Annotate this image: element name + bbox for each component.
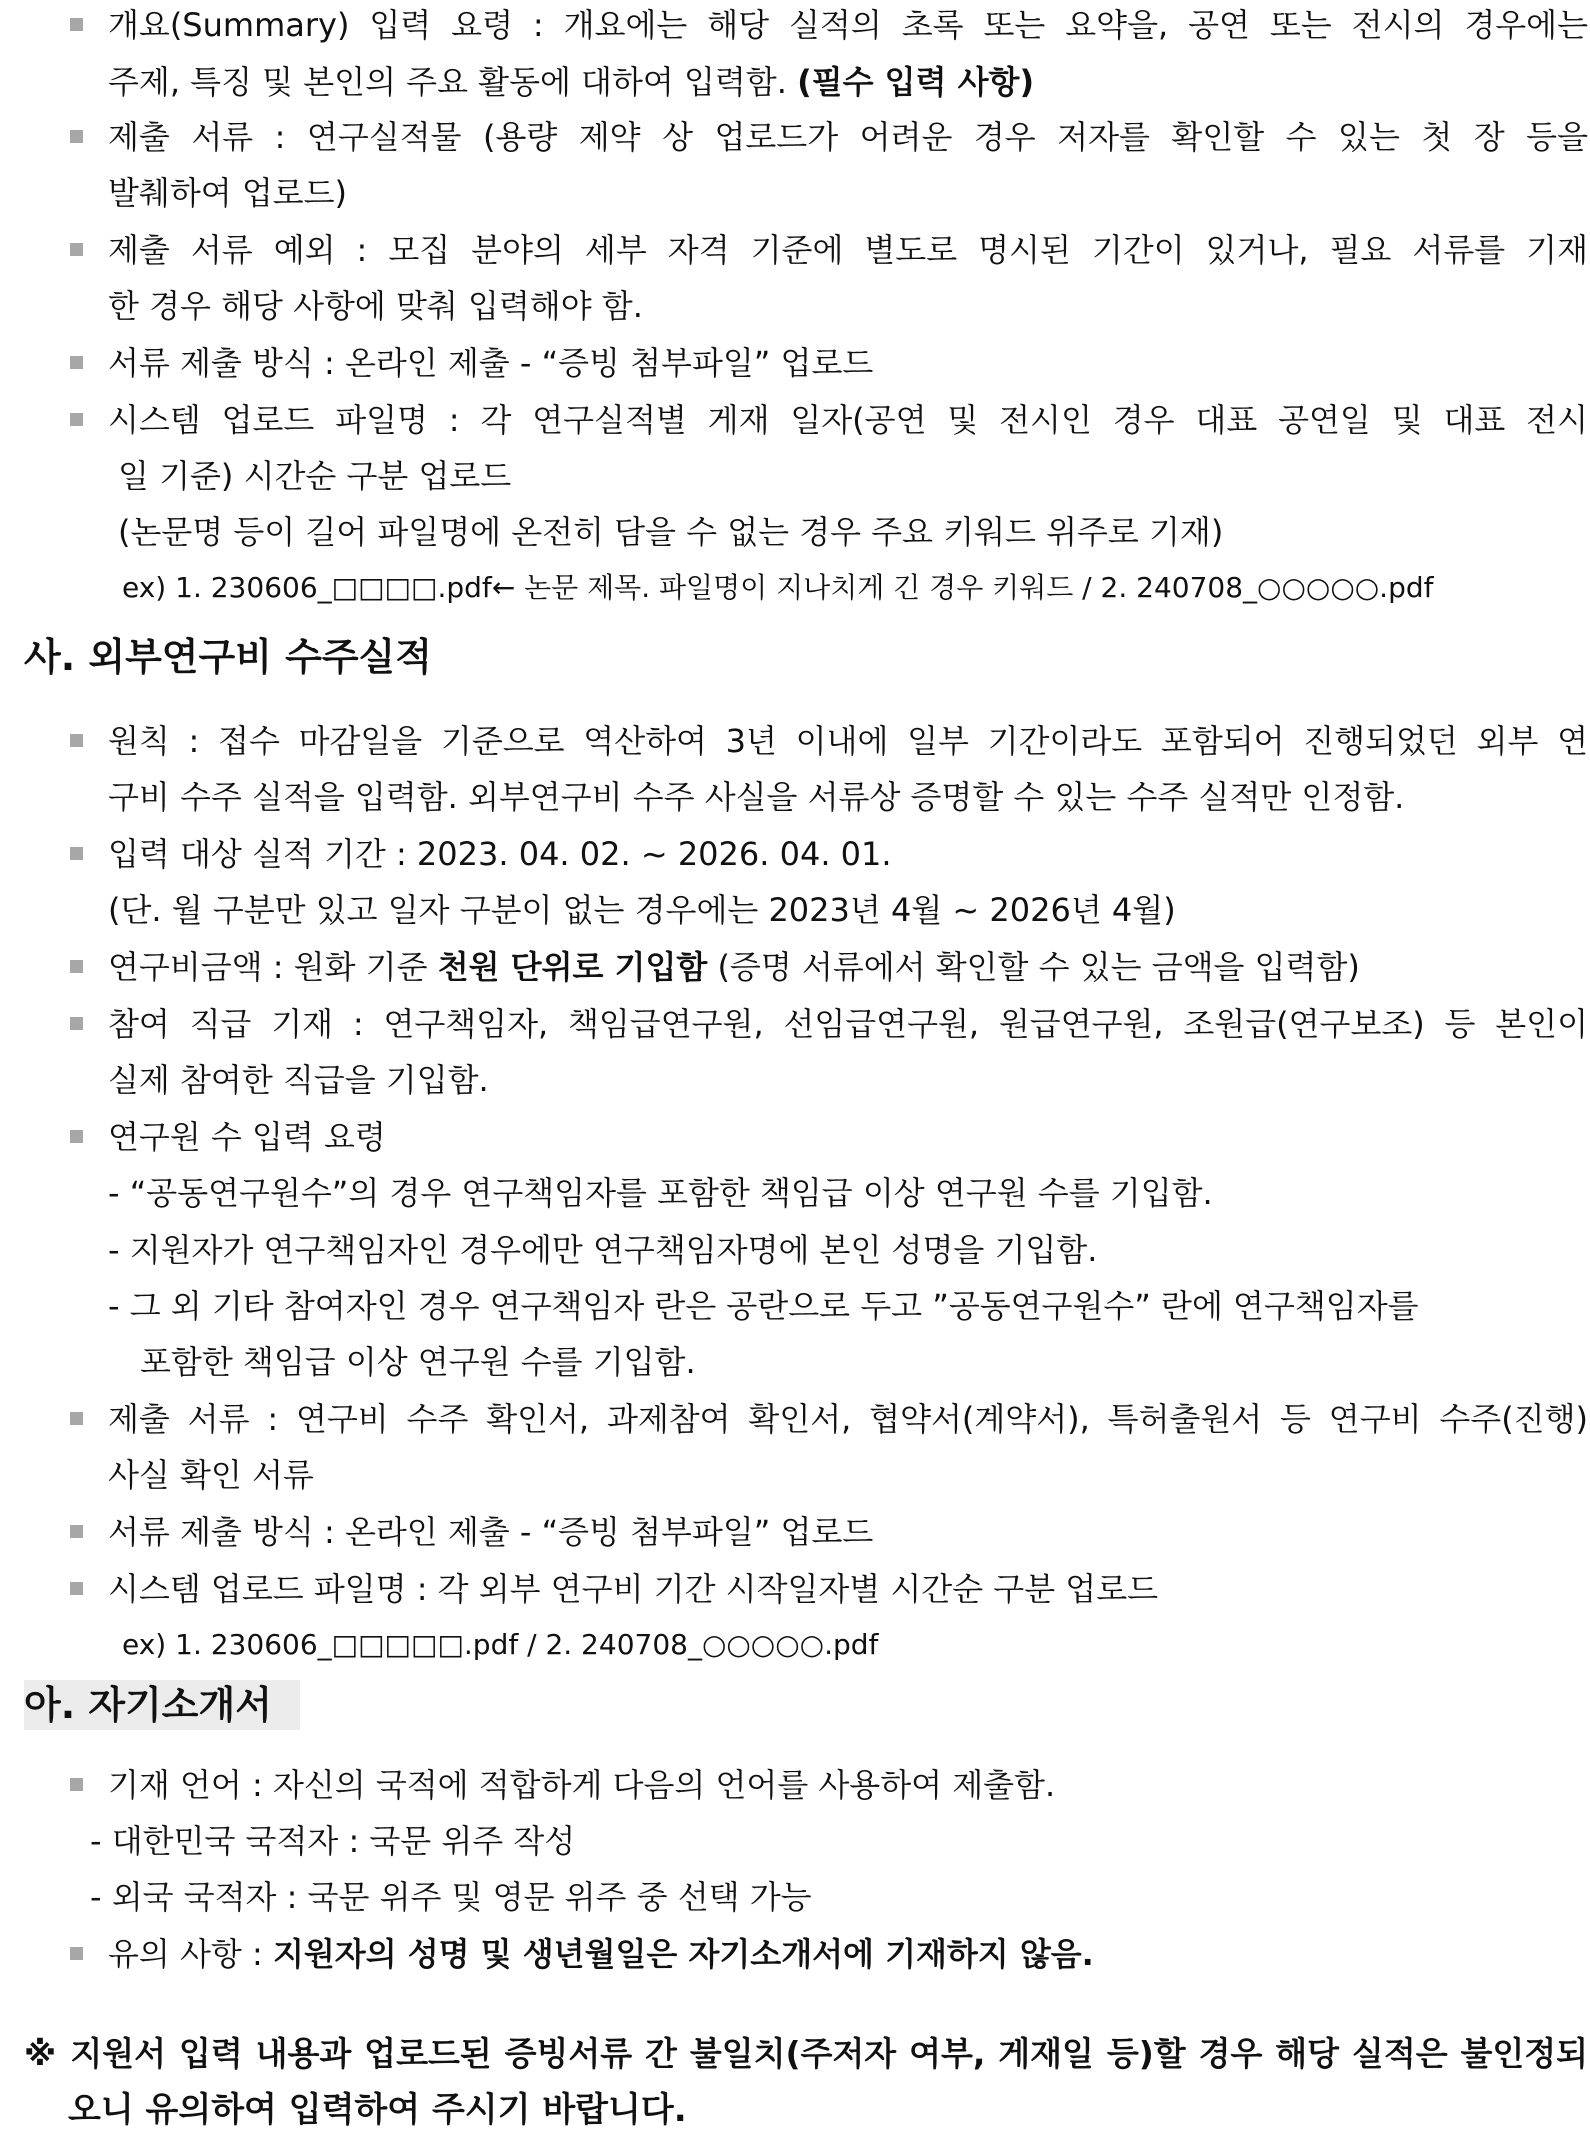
research-submission-method: 서류 제출 방식 : 온라인 제출 - “증빙 첨부파일” 업로드 (108, 344, 874, 382)
bullet-square-icon (70, 1130, 83, 1143)
research-filename-line1: 시스템 업로드 파일명 : 각 연구실적별 게재 일자(공연 및 전시인 경우 대표 공연일 및 대표 전시 (108, 401, 1588, 439)
bullet-square-icon (70, 1582, 83, 1595)
a-caution-bold: 지원자의 성명 및 생년월일은 자기소개서에 기재하지 않음. (272, 1935, 1094, 1973)
bullet-square-icon (70, 18, 83, 31)
sa-amount-line (108, 947, 1360, 987)
a-caution-line (108, 1934, 1094, 1974)
bullet-square-icon (70, 1412, 83, 1425)
footer-note-line1: ※ 지원서 입력 내용과 업로드된 증빙서류 간 불일치(주저자 여부, 게재일 등)할 경우 해당 실적은 불인정되 (24, 2034, 1588, 2073)
bullet-square-icon (70, 243, 83, 256)
a-language-item1: - 대한민국 국적자 : 국문 위주 작성 (90, 1822, 576, 1860)
sa-researcher-count-header: 연구원 수 입력 요령 (108, 1118, 386, 1156)
sa-amount-suffix: (증명 서류에서 확인할 수 있는 금액을 입력함) (707, 948, 1360, 986)
sa-principle-line2: 구비 수주 실적을 입력함. 외부연구비 수주 사실을 서류상 증명할 수 있는 수주 실적만 인정함. (108, 778, 1405, 816)
research-filename-example: ex) 1. 230606_□□□□.pdf← 논문 제목. 파일명이 지나치게 긴 경우 키워드 / 2. 240708_○○○○○.pdf (122, 571, 1434, 604)
sa-submission-method: 서류 제출 방식 : 온라인 제출 - “증빙 첨부파일” 업로드 (108, 1513, 874, 1551)
summary-input-line2 (108, 62, 1034, 102)
sa-docs-line1: 제출 서류 : 연구비 수주 확인서, 과제참여 확인서, 협약서(계약서), 특허출원서 등 연구비 수주(진행) (108, 1400, 1588, 1438)
sa-rank-line1: 참여 직급 기재 : 연구책임자, 책임급연구원, 선임급연구원, 원급연구원, 조원급(연구보조) 등 본인이 (108, 1005, 1588, 1043)
bullet-square-icon (70, 1778, 83, 1791)
summary-input-line2-text: 주제, 특징 및 본인의 주요 활동에 대하여 입력함. (108, 63, 787, 101)
sa-filename-example: ex) 1. 230606_□□□□□.pdf / 2. 240708_○○○○○.pdf (122, 1628, 879, 1661)
sa-principle-line1: 원칙 : 접수 마감일을 기준으로 역산하여 3년 이내에 일부 기간이라도 포함되어 진행되었던 외부 연 (108, 722, 1588, 760)
research-docs-line2: 발췌하여 업로드) (108, 174, 348, 212)
bullet-square-icon (70, 1947, 83, 1960)
sa-amount-prefix: 연구비금액 : 원화 기준 (108, 948, 438, 986)
research-filename-line2: 일 기준) 시간순 구분 업로드 (118, 457, 512, 495)
sa-researcher-count-item2: - 지원자가 연구책임자인 경우에만 연구책임자명에 본인 성명을 기입함. (108, 1231, 1098, 1269)
a-language-header: 기재 언어 : 자신의 국적에 적합하게 다음의 언어를 사용하여 제출함. (108, 1766, 1056, 1804)
sa-docs-line2: 사실 확인 서류 (108, 1456, 314, 1494)
summary-required-note: (필수 입력 사항) (797, 63, 1035, 101)
sa-filename: 시스템 업로드 파일명 : 각 외부 연구비 기간 시작일자별 시간순 구분 업로드 (108, 1570, 1159, 1608)
bullet-square-icon (70, 1525, 83, 1538)
section-sa-title: 사. 외부연구비 수주실적 (24, 635, 432, 679)
sa-amount-bold: 천원 단위로 기입함 (437, 948, 708, 986)
research-docs-exception-line2: 한 경우 해당 사항에 맞춰 입력해야 함. (108, 287, 643, 325)
bullet-square-icon (70, 960, 83, 973)
summary-input-line1: 개요(Summary) 입력 요령 : 개요에는 해당 실적의 초록 또는 요약을, 공연 또는 전시의 경우에는 (108, 6, 1588, 44)
research-docs-exception-line1: 제출 서류 예외 : 모집 분야의 세부 자격 기준에 별도로 명시된 기간이 있거나, 필요 서류를 기재 (108, 231, 1588, 269)
bullet-square-icon (70, 734, 83, 747)
bullet-square-icon (70, 847, 83, 860)
research-filename-line3: (논문명 등이 길어 파일명에 온전히 담을 수 없는 경우 주요 키워드 위주로 기재) (118, 513, 1224, 551)
bullet-square-icon (70, 130, 83, 143)
sa-researcher-count-item3-line2: 포함한 책임급 이상 연구원 수를 기입함. (140, 1343, 696, 1381)
footer-note-line2: 오니 유의하여 입력하여 주시기 바랍니다. (68, 2090, 687, 2130)
research-docs-line1: 제출 서류 : 연구실적물 (용량 제약 상 업로드가 어려운 경우 저자를 확인할 수 있는 첫 장 등을 (108, 118, 1588, 156)
a-language-item2: - 외국 국적자 : 국문 위주 및 영문 위주 중 선택 가능 (90, 1878, 812, 1916)
sa-researcher-count-item1: - “공동연구원수”의 경우 연구책임자를 포함한 책임급 이상 연구원 수를 기입함. (108, 1174, 1213, 1212)
sa-researcher-count-item3-line1: - 그 외 기타 참여자인 경우 연구책임자 란은 공란으로 두고 ”공동연구원수” 란에 연구책임자를 (108, 1287, 1419, 1325)
sa-period-line2: (단. 월 구분만 있고 일자 구분이 없는 경우에는 2023년 4월 ~ 2026년 4월) (108, 891, 1176, 929)
section-a-title: 아. 자기소개서 (24, 1683, 272, 1727)
sa-rank-line2: 실제 참여한 직급을 기입함. (108, 1061, 489, 1099)
a-caution-prefix: 유의 사항 : (108, 1935, 273, 1973)
bullet-square-icon (70, 356, 83, 369)
bullet-square-icon (70, 413, 83, 426)
bullet-square-icon (70, 1017, 83, 1030)
sa-period-line1: 입력 대상 실적 기간 : 2023. 04. 02. ~ 2026. 04. 01. (108, 835, 892, 873)
